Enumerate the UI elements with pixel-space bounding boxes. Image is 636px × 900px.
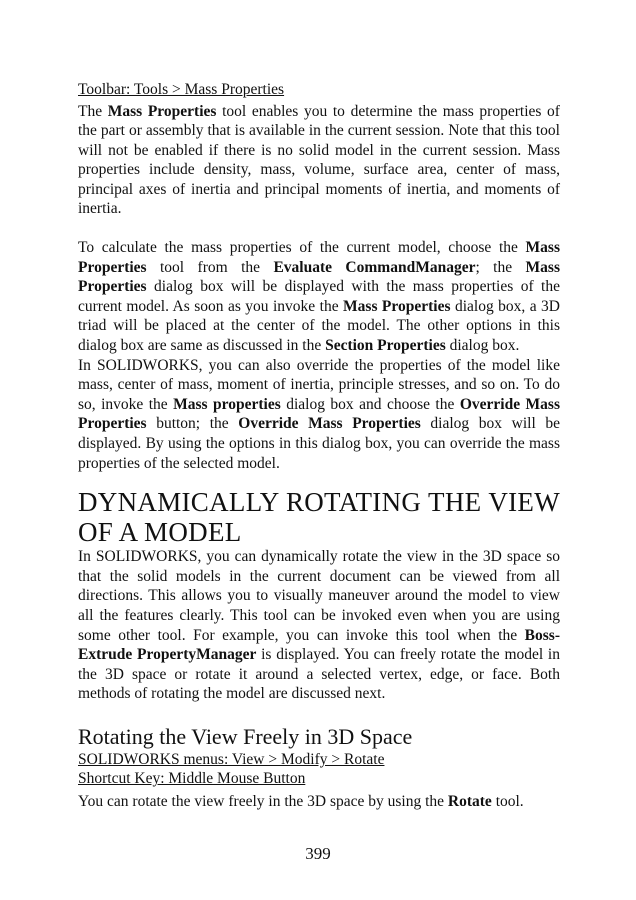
text-run: button; the (146, 415, 239, 433)
bold-term: Mass Properties (107, 102, 217, 120)
text-run: You can rotate the view freely in the 3D space by using the (78, 792, 448, 810)
bold-term: Mass Properties (78, 239, 560, 276)
page-number: 399 (305, 844, 331, 863)
paragraph-mass-properties-intro (78, 102, 560, 220)
menu-path-link[interactable]: SOLIDWORKS menus: View > Modify > Rotate (78, 750, 385, 768)
text-run: In SOLIDWORKS, you can also override the properties of the model like mass, center of mass, moment of inertia, principle stresses, and so on. To do so, invoke the (78, 356, 560, 413)
bold-term: Rotate (447, 792, 492, 810)
text-run: dialog box. (445, 337, 520, 355)
page-content (78, 80, 560, 812)
text-run: is displayed. You can freely rotate the model in the 3D space or rotate it around a selected vertex, edge, or face. Both methods of rotating the model are discussed next. (78, 646, 560, 703)
paragraph-dynamic-rotate (78, 547, 560, 704)
section-heading: DYNAMICALLY ROTATING THE VIEW OF A MODEL (78, 487, 560, 548)
toolbar-path-link[interactable]: Toolbar: Tools > Mass Properties (78, 81, 285, 98)
subsection-heading: Rotating the View Freely in 3D Space (78, 723, 413, 749)
bold-term: Override Mass Properties (78, 395, 560, 433)
bold-term: Boss-Extrude PropertyManager (78, 626, 560, 664)
text-run: tool. (491, 792, 524, 810)
text-run: ; the (475, 258, 526, 276)
paragraph-calculate-mass-properties (78, 238, 560, 356)
text-run: In SOLIDWORKS, you can dynamically rotate the view in the 3D space so that the solid models in the current document can be viewed from all directions. This allows you to visually maneuver around the model to view all the features clearly. This tool can be invoked even when you are using some other tool. For example, you can invoke this tool when the (78, 548, 560, 644)
text-run: To calculate the mass properties of the current model, choose the (78, 239, 526, 257)
text-run: tool from the (146, 258, 274, 276)
shortcut-key-link[interactable]: Shortcut Key: Middle Mouse Button (78, 770, 306, 788)
text-run: dialog box and choose the (280, 395, 460, 413)
bold-term: Mass Properties (343, 297, 451, 315)
text-run: dialog box will be displayed. By using the options in this dialog box, you can override the mass properties of the selected model. (78, 415, 560, 472)
text-run: tool enables you to determine the mass properties of the part or assembly that is available in the current session. Note that this tool will not be enabled if there is no solid model in the current session. Mass properties include density, mass, volume, surface area, center of mass, principal axes of inertia and principal moments of inertia, and moments of inertia. (78, 102, 560, 218)
text-run: dialog box, a 3D triad will be placed at the center of the model. The other options in this dialog box are same as discussed in the (78, 297, 560, 355)
text-run: dialog box will be displayed with the mass properties of the current model. As soon as you invoke the (78, 278, 560, 315)
bold-term: Section Properties (325, 337, 446, 355)
bold-term: Override Mass Properties (238, 415, 421, 433)
bold-term: Mass properties (173, 395, 281, 413)
bold-term: Evaluate CommandManager (273, 258, 476, 276)
text-run: The (78, 102, 108, 120)
bold-term: Mass Properties (78, 258, 560, 296)
paragraph-override-mass-properties (78, 356, 560, 474)
paragraph-rotate-freely (78, 792, 560, 812)
